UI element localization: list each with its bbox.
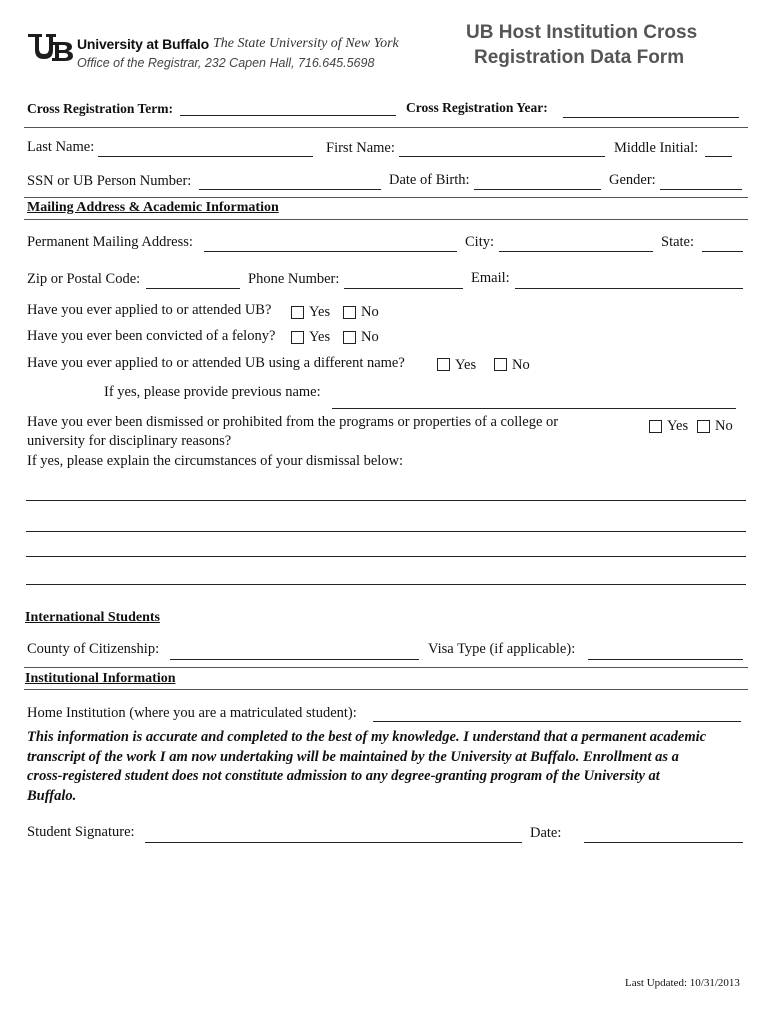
dob-label: Date of Birth: — [389, 172, 470, 188]
visa-label: Visa Type (if applicable): — [428, 641, 576, 657]
phone-label: Phone Number: — [248, 271, 340, 287]
international-heading: International Students — [25, 610, 160, 625]
city-field[interactable] — [499, 251, 653, 252]
q4-no-label: No — [715, 418, 733, 434]
state-label: State: — [661, 234, 695, 250]
explanation-line-4[interactable] — [26, 584, 746, 585]
q1-no-label: No — [361, 304, 379, 320]
q2-no-label: No — [361, 329, 379, 345]
ssn-label: SSN or UB Person Number: — [27, 173, 192, 189]
first-name-label: First Name: — [326, 140, 395, 156]
date-label: Date: — [530, 825, 562, 841]
university-name: University at Buffalo — [77, 36, 209, 52]
first-name-field[interactable] — [399, 156, 605, 157]
mailing-heading: Mailing Address & Academic Information — [27, 200, 279, 215]
institutional-heading: Institutional Information — [25, 671, 176, 686]
middle-initial-label: Middle Initial: — [614, 140, 699, 156]
last-name-label: Last Name: — [27, 139, 95, 155]
q1-text: Have you ever applied to or attended UB? — [27, 302, 272, 318]
q3-yes-label: Yes — [455, 357, 477, 373]
divider — [24, 197, 748, 198]
q4-text-line3: If yes, please explain the circumstances of your dismissal below: — [27, 453, 404, 469]
divider — [24, 667, 748, 668]
form-title-line1: UB Host Institution Cross — [466, 22, 698, 43]
certification-statement: This information is accurate and completed to the best of my knowledge. I understand that a permanent academic transcript of the work I am now undertaking will be maintained by the University at Buffalo. Enrollment as a cross-registered student does not constitute admission to any degree-granting program of the University at Buffalo. — [27, 729, 707, 804]
address-label: Permanent Mailing Address: — [27, 234, 193, 250]
zip-field[interactable] — [146, 288, 240, 289]
q2-no-checkbox[interactable] — [343, 331, 356, 344]
explanation-line-2[interactable] — [26, 531, 746, 532]
year-field[interactable] — [563, 117, 739, 118]
zip-label: Zip or Postal Code: — [27, 271, 141, 287]
address-field[interactable] — [204, 251, 457, 252]
home-institution-label: Home Institution (where you are a matriculated student): — [27, 705, 357, 721]
q1-yes-checkbox[interactable] — [291, 306, 304, 319]
country-label: County of Citizenship: — [27, 641, 160, 657]
registrar-office: Office of the Registrar, 232 Capen Hall, 716.645.5698 — [77, 56, 375, 70]
divider — [24, 689, 748, 690]
year-label: Cross Registration Year: — [406, 100, 548, 115]
ssn-field[interactable] — [199, 189, 381, 190]
q4-yes-checkbox[interactable] — [649, 420, 662, 433]
divider — [24, 219, 748, 220]
dob-field[interactable] — [474, 189, 601, 190]
country-field[interactable] — [170, 659, 419, 660]
q2-text: Have you ever been convicted of a felony? — [27, 328, 276, 344]
phone-field[interactable] — [344, 288, 463, 289]
q4-text-line1: Have you ever been dismissed or prohibited from the programs or properties of a college or — [27, 414, 559, 430]
date-field[interactable] — [584, 842, 743, 843]
explanation-line-1[interactable] — [26, 500, 746, 501]
explanation-line-3[interactable] — [26, 556, 746, 557]
city-label: City: — [465, 234, 495, 250]
ub-logo — [26, 32, 74, 62]
email-label: Email: — [471, 270, 510, 286]
last-updated: Last Updated: 10/31/2013 — [625, 977, 740, 989]
form-title-line2: Registration Data Form — [474, 47, 685, 68]
visa-field[interactable] — [588, 659, 743, 660]
suny-tagline: The State University of New York — [213, 36, 399, 51]
q3-no-checkbox[interactable] — [494, 358, 507, 371]
divider — [24, 127, 748, 128]
term-label: Cross Registration Term: — [27, 101, 173, 116]
q1-no-checkbox[interactable] — [343, 306, 356, 319]
email-field[interactable] — [515, 288, 743, 289]
signature-field[interactable] — [145, 842, 522, 843]
last-name-field[interactable] — [98, 156, 313, 157]
q4-no-checkbox[interactable] — [697, 420, 710, 433]
signature-label: Student Signature: — [27, 824, 135, 840]
middle-initial-field[interactable] — [705, 156, 732, 157]
home-institution-field[interactable] — [373, 721, 741, 722]
previous-name-field[interactable] — [332, 408, 736, 409]
q1-yes-label: Yes — [309, 304, 331, 320]
q2-yes-checkbox[interactable] — [291, 331, 304, 344]
gender-label: Gender: — [609, 172, 656, 188]
q4-text-line2: university for disciplinary reasons? — [27, 433, 232, 449]
term-field[interactable] — [180, 115, 396, 116]
q3-followup-label: If yes, please provide previous name: — [104, 384, 321, 400]
q3-yes-checkbox[interactable] — [437, 358, 450, 371]
state-field[interactable] — [702, 251, 743, 252]
q2-yes-label: Yes — [309, 329, 331, 345]
q3-no-label: No — [512, 357, 530, 373]
q4-yes-label: Yes — [667, 418, 689, 434]
gender-field[interactable] — [660, 189, 742, 190]
q3-text: Have you ever applied to or attended UB using a different name? — [27, 355, 405, 371]
